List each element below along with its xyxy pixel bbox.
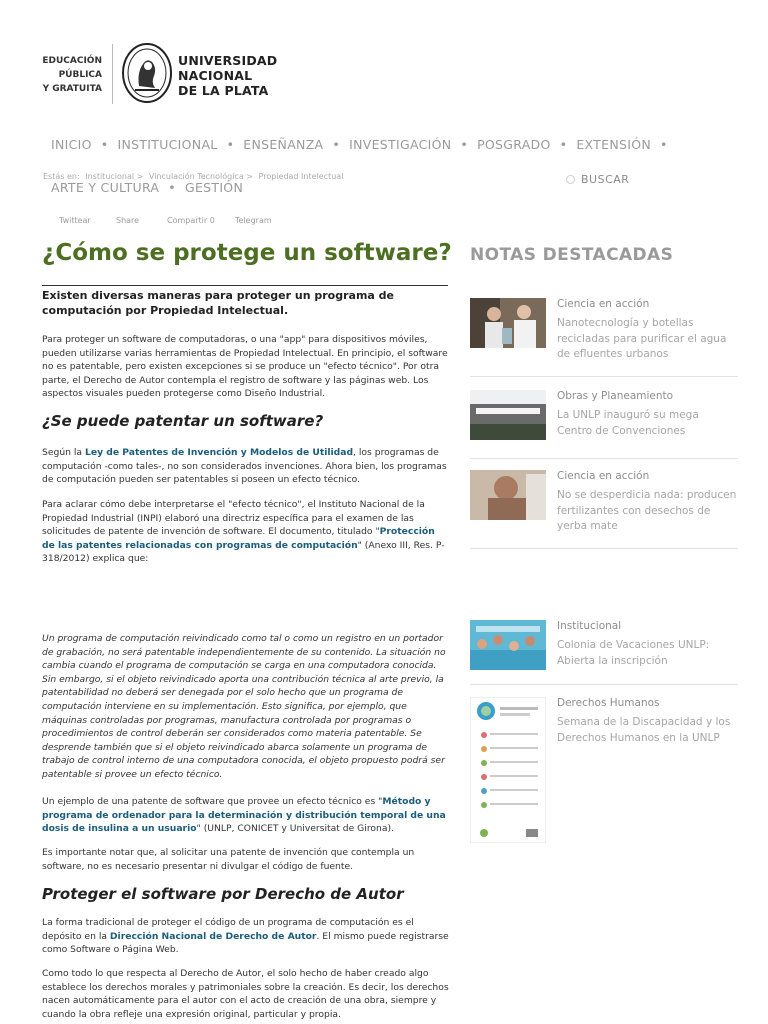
note-category[interactable]: Institucional xyxy=(557,620,622,632)
link-ley-patentes[interactable]: Ley de Patentes de Invención y Modelos de Utilidad xyxy=(85,447,354,458)
telegram-share-button[interactable]: Telegram xyxy=(235,216,272,225)
sidebar-divider xyxy=(470,376,738,377)
nav-item-extension[interactable]: EXTENSIÓN xyxy=(576,137,651,152)
breadcrumb-item-propiedad: Propiedad Intelectual xyxy=(258,172,344,181)
university-name-line-1: UNIVERSIDAD xyxy=(178,53,278,68)
sidebar-divider xyxy=(470,458,738,459)
slogan-line-2: PÚBLICA xyxy=(58,70,102,80)
note-headline[interactable]: No se desperdicia nada: producen fertilizantes con desechos de yerba mate xyxy=(557,489,737,532)
text-span: . El mismo puede registrarse como Software o Página Web. xyxy=(42,930,449,956)
main-nav xyxy=(51,137,691,153)
article-paragraph-3 xyxy=(42,498,450,566)
title-divider xyxy=(42,285,448,286)
sidebar-note[interactable] xyxy=(470,470,738,532)
note-headline[interactable]: Semana de la Discapacidad y los Derechos Humanos en la UNLP xyxy=(557,716,731,744)
note-headline[interactable]: Nanotecnología y botellas recicladas para purificar el agua de efluentes urbanos xyxy=(557,317,727,360)
link-patente-insulina[interactable]: Método y programa de ordenador para la determinación y distribución temporal de una dosis de insulina a un usuario xyxy=(42,796,446,835)
slogan-line-3: Y GRATUITA xyxy=(42,84,102,94)
main-nav-row-2 xyxy=(51,180,243,195)
article-paragraph-7: Como todo lo que respecta al Derecho de Autor, el solo hecho de haber creado algo establece los derechos morales y patrimoniales sobre la creación. Es decir, los derechos nacen automáticamente para el autor con el acto de creación de una obra, siempre y cuando la obra refleje una expresión original, particular y propia. xyxy=(42,968,449,1020)
text-span: , los programas de computación -como tales-, no son considerados invenciones. Ahora bien, los programas de computación pueden ser patentables si poseen un efecto técnico. xyxy=(42,447,447,486)
note-thumbnail-image[interactable] xyxy=(470,298,546,348)
text-span: Según la xyxy=(42,447,85,458)
breadcrumb-item-institucional[interactable]: Institucional > xyxy=(85,172,144,181)
text-span: Para aclarar cómo debe interpretarse el "efecto técnico", el Instituto Nacional de la Propiedad Industrial (INPI) elaboró una directriz específica para el examen de las solicitudes de patente de invención de software. El documento, titulado " xyxy=(42,499,425,538)
note-category[interactable]: Obras y Planeamiento xyxy=(557,390,674,402)
article-paragraph-6 xyxy=(42,916,450,957)
sidebar-divider xyxy=(470,548,738,549)
breadcrumb-item-vinculacion[interactable]: Vinculación Tecnológica > xyxy=(148,172,253,181)
logo-divider xyxy=(112,44,113,104)
text-span: Un ejemplo de una patente de software que provee un efecto técnico es " xyxy=(42,796,383,807)
note-thumbnail-image[interactable] xyxy=(470,470,546,520)
search-button[interactable] xyxy=(566,173,629,186)
university-seal-icon[interactable] xyxy=(121,42,173,104)
article-paragraph-5: Es importante notar que, al solicitar una patente de invención que contempla un software, no es necesario presentar ni divulgar el código de fuente. xyxy=(42,847,415,872)
nav-separator: • xyxy=(559,137,568,152)
note-headline[interactable]: La UNLP inauguró su mega Centro de Convenciones xyxy=(557,409,699,437)
note-headline[interactable]: Colonia de Vacaciones UNLP: Abierta la inscripción xyxy=(557,639,710,667)
search-icon xyxy=(566,175,575,184)
university-name-line-2: NACIONAL xyxy=(178,68,253,83)
breadcrumb-prefix: Estás en: xyxy=(43,172,80,181)
nav-separator: • xyxy=(168,180,176,195)
link-direccion-derecho-autor[interactable]: Dirección Nacional de Derecho de Autor xyxy=(109,930,317,942)
nav-separator: • xyxy=(460,137,469,152)
text-span: " (Anexo III, Res. P-318/2012) explica que: xyxy=(42,539,445,565)
section-heading-patentar: ¿Se puede patentar un software? xyxy=(42,412,324,430)
nav-item-posgrado[interactable]: POSGRADO xyxy=(477,137,551,152)
slogan-line-1: EDUCACIÓN xyxy=(42,56,102,66)
article-paragraph-2 xyxy=(42,446,450,487)
article-lead: Existen diversas maneras para proteger un programa de computación por Propiedad Intelectual. xyxy=(42,289,395,317)
nav-item-arte-y-cultura[interactable]: ARTE Y CULTURA xyxy=(51,180,160,195)
sidebar-note[interactable] xyxy=(470,298,738,358)
page-title: ¿Cómo se protege un software? xyxy=(42,240,452,266)
nav-item-institucional[interactable]: INSTITUCIONAL xyxy=(117,137,218,152)
link-proteccion-patentes[interactable]: Protección de las patentes relacionadas con programas de computación xyxy=(42,526,435,551)
note-category[interactable]: Derechos Humanos xyxy=(557,697,660,709)
nav-item-gestion[interactable]: GESTIÓN xyxy=(184,180,244,195)
compartir-button[interactable]: Compartir 0 xyxy=(167,216,215,225)
inpi-quote: Un programa de computación reivindicado como tal o como un registro en un portador de grabación, no será patentable independientemente de su contenido. La situación no cambia cuando el programa de computación se carga en una computadora conocida. Sin embargo, si el objeto reivindicado aporta una contribución técnica al arte previo, la patentabilidad no deberá ser denegada por el solo hecho que un programa de computación interviene en su implementación. Esto significa, por ejemplo, que máquinas controladas por programas, manufactura controlada por programas o procedimientos de control deberán ser considerados como materia patentable. Se desprende también que si el objeto reivindicado abarca solamente un programa de trabajo de control interno de una computadora conocida, el objeto propuesto podrá ser patentable si provee un efecto técnico. xyxy=(42,633,446,780)
note-category[interactable]: Ciencia en acción xyxy=(557,298,650,310)
sidebar-title: NOTAS DESTACADAS xyxy=(470,245,674,265)
nav-item-inicio[interactable]: INICIO xyxy=(51,137,92,152)
nav-separator: • xyxy=(332,137,341,152)
nav-item-ensenanza[interactable]: ENSEÑANZA xyxy=(243,137,324,152)
note-category[interactable]: Ciencia en acción xyxy=(557,470,650,482)
twitter-share-button[interactable]: Twittear xyxy=(59,216,91,225)
text-span: La forma tradicional de proteger el código de un programa de computación es el depósito en la xyxy=(42,917,414,942)
slogan xyxy=(36,54,102,96)
sidebar-divider xyxy=(470,684,738,685)
note-thumbnail-image[interactable] xyxy=(470,620,546,670)
note-thumbnail-image[interactable] xyxy=(470,697,546,843)
nav-separator: • xyxy=(100,137,109,152)
sidebar-note[interactable] xyxy=(470,390,738,444)
sidebar-note[interactable] xyxy=(470,697,738,843)
nav-item-investigacion[interactable]: INVESTIGACIÓN xyxy=(349,137,452,152)
sidebar-note[interactable] xyxy=(470,620,738,674)
university-name-line-3: DE LA PLATA xyxy=(178,83,269,98)
nav-separator: • xyxy=(226,137,235,152)
facebook-share-button[interactable]: Share xyxy=(116,216,140,225)
search-label: BUSCAR xyxy=(581,173,630,186)
note-thumbnail-image[interactable] xyxy=(470,390,546,440)
share-bar xyxy=(59,216,272,225)
article-paragraph-4 xyxy=(42,795,450,836)
section-heading-derecho-autor: Proteger el software por Derecho de Autor xyxy=(42,885,404,903)
nav-separator: • xyxy=(659,137,668,152)
text-span: " (UNLP, CONICET y Universitat de Girona). xyxy=(196,823,395,835)
article-paragraph-1: Para proteger un software de computadoras, o una "app" para dispositivos móviles, pueden utilizarse varias herramientas de Propiedad Intelectual. En principio, el software no es patentable, pero existen excepciones si se produce un "efecto técnico". Por otra parte, el Derecho de Autor contempla el registro de software y las páginas web. Los aspectos visuales pueden protegerse como Diseño Industrial. xyxy=(42,334,448,400)
university-name[interactable] xyxy=(178,53,277,98)
